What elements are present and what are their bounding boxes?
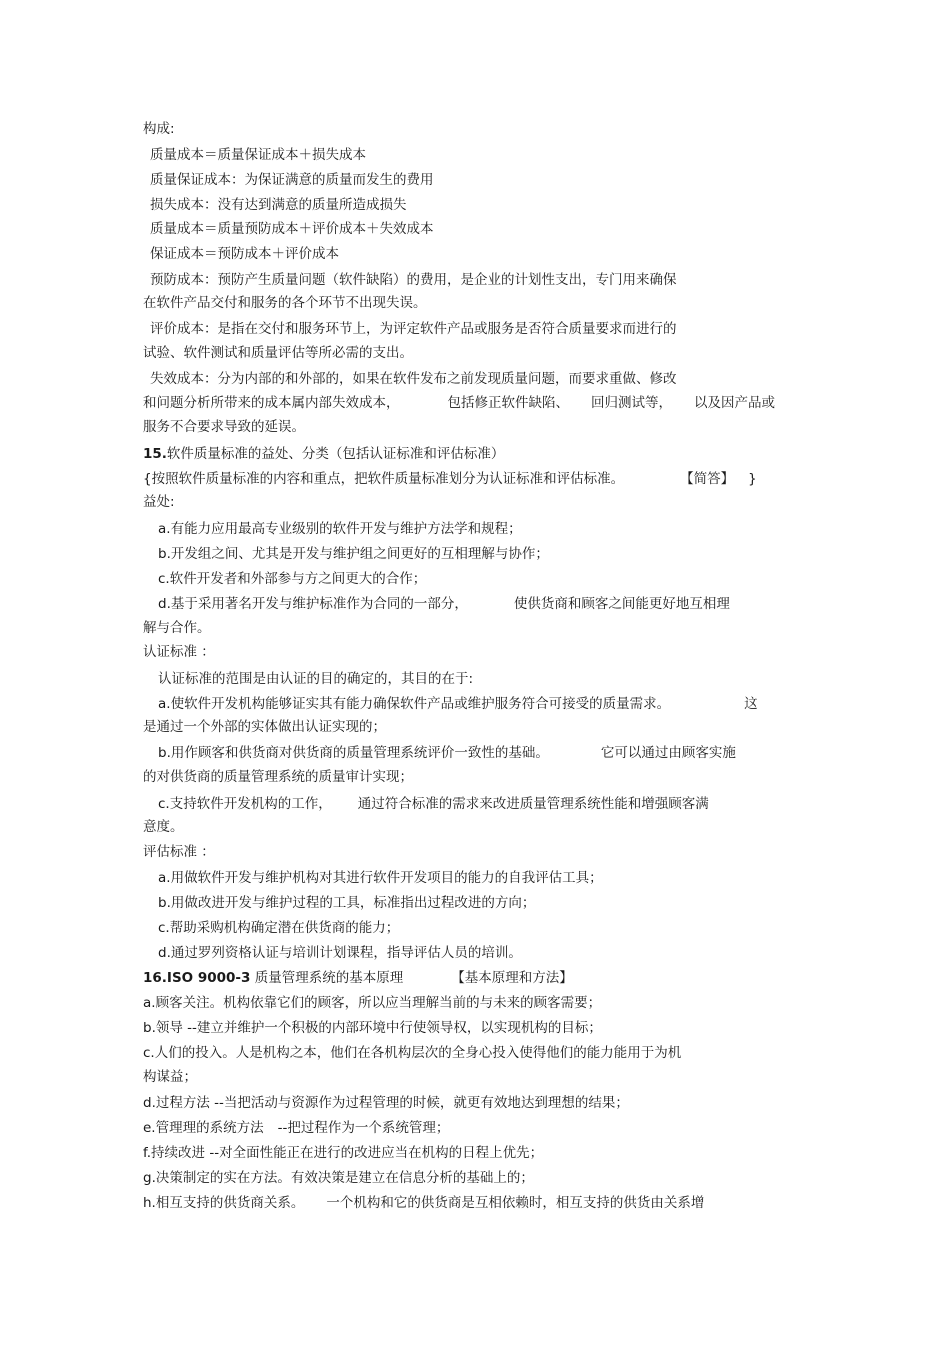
- text-span: 意度。: [143, 819, 184, 835]
- list-item: [143, 994, 601, 1012]
- text-line: [143, 768, 413, 786]
- text-span: a.使软件开发机构能够证实其有能力确保软件产品或维护服务符合可接受的质量需求。: [158, 696, 671, 712]
- list-item: [143, 1119, 449, 1137]
- text-line: [150, 171, 434, 189]
- text-line: [158, 670, 473, 688]
- text-span: {按照软件质量标准的内容和重点，把软件质量标准划分为认证标准和评估标准。: [143, 471, 625, 487]
- text-line: [143, 643, 215, 661]
- text-span: a.用做软件开发与维护机构对其进行软件开发项目的能力的自我评估工具；: [158, 870, 603, 886]
- text-span: h.相互支持的供货商关系。: [143, 1195, 305, 1211]
- text-line: [143, 120, 175, 138]
- text-line: [150, 271, 677, 289]
- text-line: [150, 220, 434, 238]
- text-span: 评估标准 ：: [143, 844, 215, 860]
- text-span: 构成:: [143, 121, 175, 137]
- text-span: e.管理理的系统方法: [143, 1120, 264, 1136]
- text-span: b.开发组之间、尤其是开发与维护组之间更好的互相理解与协作；: [158, 546, 549, 562]
- list-item: [143, 1094, 629, 1112]
- text-span: 认证标准 ：: [143, 644, 215, 660]
- text-line: [150, 245, 339, 263]
- text-span: d.过程方法 --当把活动与资源作为过程管理的时候，就更有效地达到理想的结果；: [143, 1095, 629, 1111]
- section-number: 16.ISO 9000-3: [143, 970, 251, 986]
- text-span: 使供货商和顾客之间能更好地互相理: [513, 596, 730, 612]
- text-span: d.基于采用著名开发与维护标准作为合同的一部分，: [158, 596, 468, 612]
- text-span: b.用作顾客和供货商对供货商的质量管理系统评价一致性的基础。: [158, 745, 549, 761]
- text-span: 在软件产品交付和服务的各个环节不出现失误。: [143, 295, 427, 311]
- text-span: 和问题分析所带来的成本属内部失效成本，: [143, 395, 400, 411]
- text-span: 服务不合要求导致的延误。: [143, 419, 305, 435]
- section-heading: [143, 445, 504, 463]
- text-span: 质量保证成本：为保证满意的质量而发生的费用: [150, 172, 434, 188]
- text-span: 益处:: [143, 494, 175, 510]
- list-item: [158, 944, 522, 962]
- text-span: 以及因产品或: [694, 395, 775, 411]
- section-number: 15.: [143, 446, 167, 462]
- list-item: [158, 869, 603, 887]
- text-line: [143, 619, 211, 637]
- text-line: [150, 370, 677, 388]
- text-span: c.软件开发者和外部参与方之间更大的合作；: [158, 571, 427, 587]
- list-item: [158, 894, 535, 912]
- text-span: 的对供货商的质量管理系统的质量审计实现；: [143, 769, 413, 785]
- text-span: 这: [744, 696, 758, 712]
- text-span: 【简答】: [680, 471, 735, 487]
- text-span: c.人们的投入。人是机构之本，他们在各机构层次的全身心投入使得他们的能力能用于为机: [143, 1045, 682, 1061]
- text-span: c.帮助采购机构确定潜在供货商的能力；: [158, 920, 400, 936]
- list-item: [158, 595, 730, 613]
- list-item: [158, 545, 549, 563]
- text-line: [143, 493, 175, 511]
- text-span: 构谋益；: [143, 1069, 197, 1085]
- text-span: 试验、软件测试和质量评估等所必需的支出。: [143, 345, 413, 361]
- text-line: [143, 470, 757, 488]
- list-item: [143, 1194, 704, 1212]
- text-span: 它可以通过由顾客实施: [600, 745, 736, 761]
- list-item: [143, 1044, 681, 1062]
- text-span: 评价成本：是指在交付和服务环节上，为评定软件产品或服务是否符合质量要求而进行的: [150, 321, 677, 337]
- text-span: b.领导 --建立并维护一个积极的内部环境中行使领导权，以实现机构的目标；: [143, 1020, 602, 1036]
- text-span: }: [748, 471, 757, 487]
- list-item: [143, 1144, 543, 1162]
- list-item: [143, 1169, 534, 1187]
- text-span: 包括修正软件缺陷、: [447, 395, 569, 411]
- text-line: [150, 320, 677, 338]
- text-span: c.支持软件开发机构的工作，: [158, 796, 332, 812]
- text-line: [143, 843, 215, 861]
- text-span: g.决策制定的实在方法。有效决策是建立在信息分析的基础上的；: [143, 1170, 534, 1186]
- list-item: [158, 695, 758, 713]
- text-span: 损失成本：没有达到满意的质量所造成损失: [150, 197, 407, 213]
- text-span: 认证标准的范围是由认证的目的确定的，其目的在于:: [158, 671, 474, 687]
- text-line: [143, 818, 184, 836]
- text-span: d.通过罗列资格认证与培训计划课程，指导评估人员的培训。: [158, 945, 522, 961]
- text-span: 一个机构和它的供货商是互相依赖时，相互支持的供货由关系增: [326, 1195, 705, 1211]
- text-line: [143, 418, 305, 436]
- text-line: [150, 146, 366, 164]
- text-span: 预防成本：预防产生质量问题（软件缺陷）的费用，是企业的计划性支出，专门用来确保: [150, 272, 677, 288]
- list-item: [158, 744, 736, 762]
- text-span: 通过符合标准的需求来改进质量管理系统性能和增强顾客满: [357, 796, 709, 812]
- text-line: [143, 344, 413, 362]
- list-item: [158, 520, 522, 538]
- list-item: [158, 570, 426, 588]
- text-line: [143, 718, 386, 736]
- text-line: [143, 394, 775, 412]
- text-span: 质量成本＝质量保证成本＋损失成本: [150, 147, 366, 163]
- text-span: f.持续改进 --对全面性能正在进行的改进应当在机构的日程上优先；: [143, 1145, 544, 1161]
- text-line: [150, 196, 407, 214]
- text-span: 是通过一个外部的实体做出认证实现的；: [143, 719, 386, 735]
- text-line: [143, 294, 427, 312]
- text-line: [143, 1068, 197, 1086]
- list-item: [158, 919, 399, 937]
- list-item: [158, 795, 709, 813]
- text-span: b.用做改进开发与维护过程的工具，标准指出过程改进的方向；: [158, 895, 536, 911]
- text-span: a.有能力应用最高专业级别的软件开发与维护方法学和规程；: [158, 521, 522, 537]
- text-span: 解与合作。: [143, 620, 211, 636]
- text-span: 软件质量标准的益处、分类（包括认证标准和评估标准）: [166, 446, 505, 462]
- text-span: a.顾客关注。机构依靠它们的顾客，所以应当理解当前的与未来的顾客需要；: [143, 995, 602, 1011]
- text-span: 保证成本＝预防成本＋评价成本: [150, 246, 339, 262]
- list-item: [143, 1019, 602, 1037]
- text-span: 【基本原理和方法】: [451, 970, 573, 986]
- text-span: 质量管理系统的基本原理: [250, 970, 404, 986]
- text-span: 回归测试等，: [591, 395, 672, 411]
- text-span: --把过程作为一个系统管理；: [277, 1120, 450, 1136]
- text-span: 质量成本＝质量预防成本＋评价成本＋失效成本: [150, 221, 434, 237]
- text-span: 失效成本：分为内部的和外部的，如果在软件发布之前发现质量问题，而要求重做、修改: [150, 371, 677, 387]
- section-heading: [143, 969, 573, 987]
